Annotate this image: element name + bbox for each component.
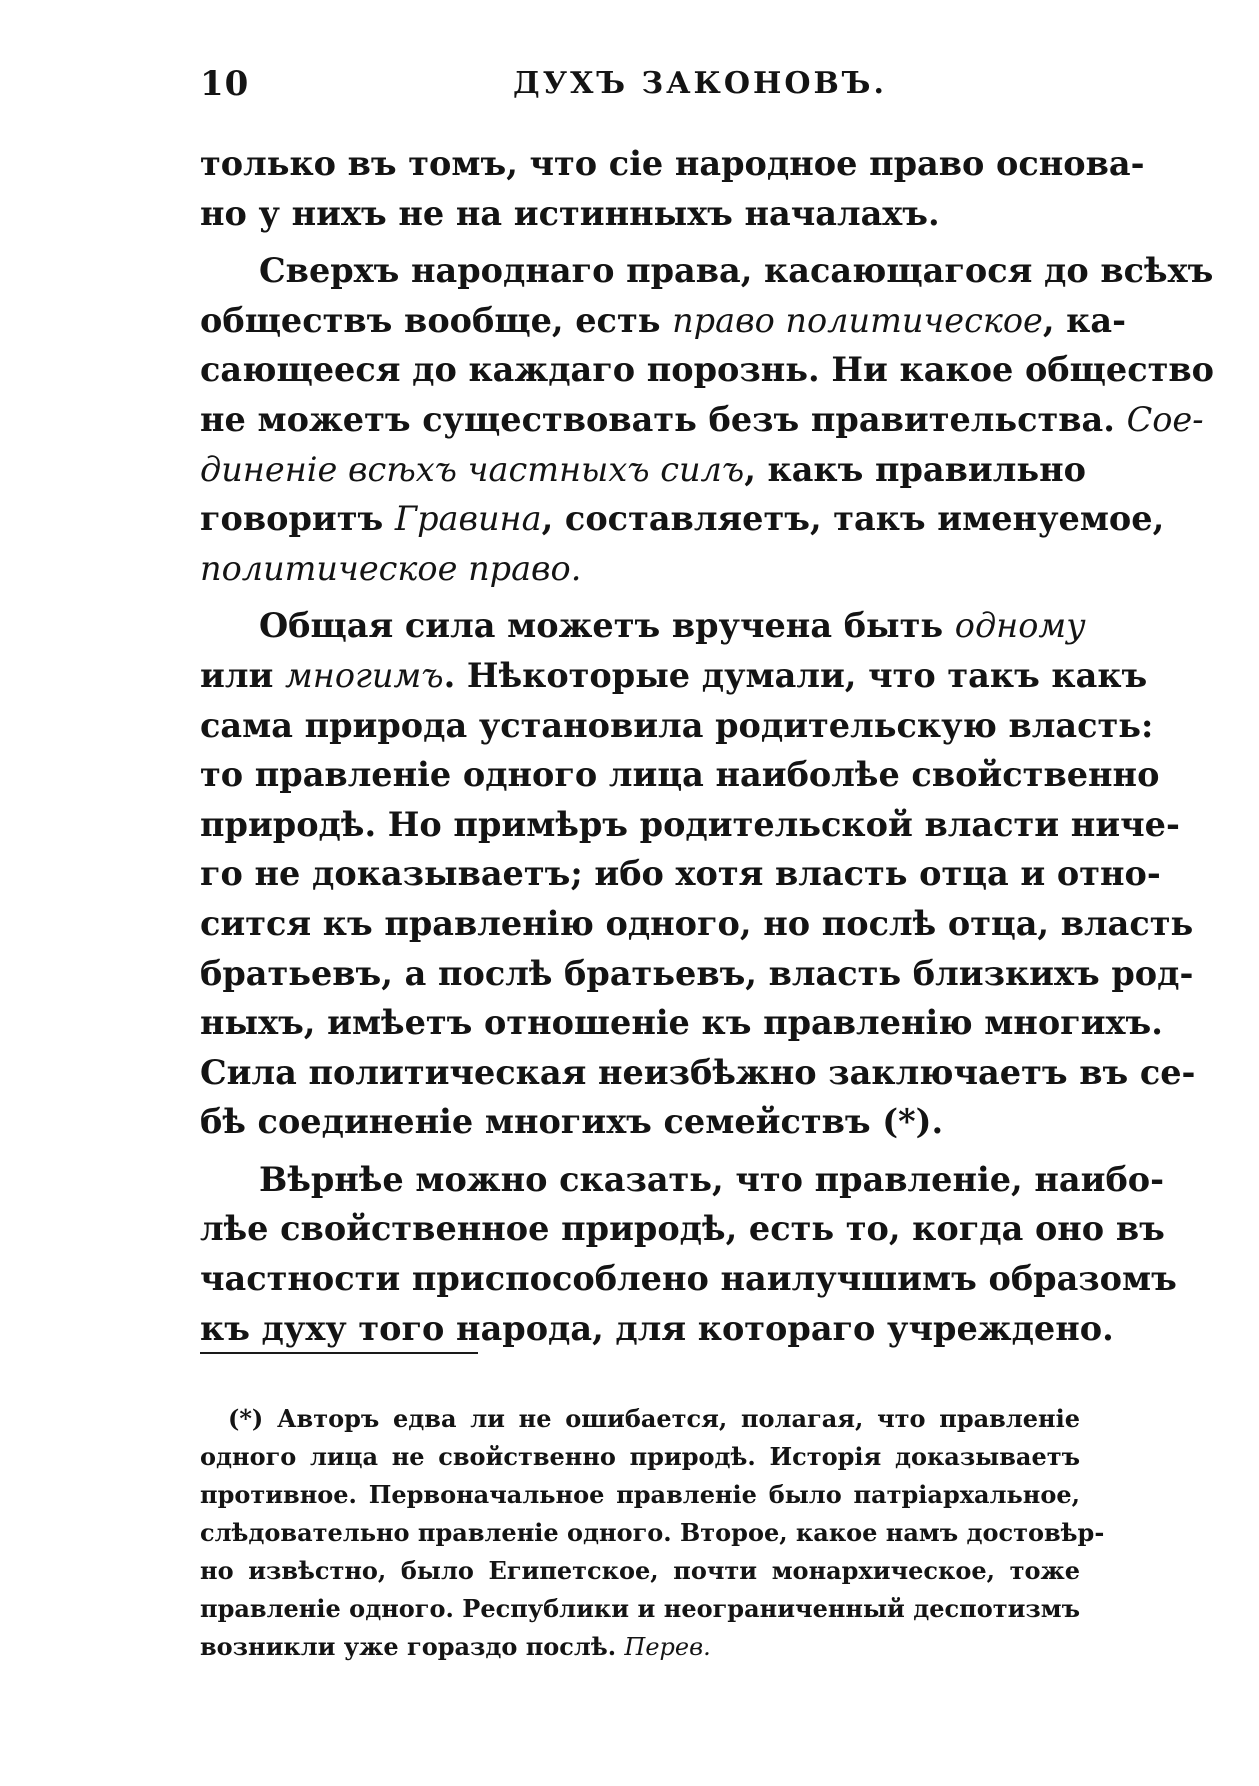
text-line (200, 544, 1080, 594)
text-run: не можетъ существовать безъ правительства. (200, 399, 1127, 439)
text-line (200, 651, 1148, 701)
text-line: братьевъ, а послѣ братьевъ, власть близкихъ род- (200, 953, 1194, 993)
paragraph-1 (200, 139, 1145, 238)
text-run: Общая сила можетъ вручена быть (259, 606, 955, 646)
text-line: Сверхъ народнаго права, касающагося до всѣхъ (259, 251, 1214, 291)
footnote (200, 1400, 1105, 1666)
text-line: лѣе свойственное природѣ, есть то, когда оно въ (200, 1209, 1165, 1249)
text-run: , ка- (1042, 300, 1126, 340)
page-header (200, 64, 1080, 104)
text-line: го не доказываетъ; ибо хотя власть отца и отно- (200, 854, 1161, 894)
italic-term: многимъ (284, 655, 444, 695)
text-line: бѣ соединенiе многихъ семействъ (*). (200, 1102, 944, 1142)
italic-term: право политическое (672, 300, 1043, 340)
text-line (200, 445, 1086, 495)
text-line: Вѣрнѣе можно сказать, что правленiе, наибо- (259, 1159, 1165, 1199)
text-line: Сила политическая неизбѣжно заключаетъ въ се- (200, 1052, 1196, 1092)
text-line (200, 494, 1165, 544)
text-line: природѣ. Но примѣръ родительской власти ниче- (200, 804, 1180, 844)
paragraph-3 (200, 601, 1196, 1147)
text-line: но у нихъ не на истинныхъ началахъ. (200, 193, 940, 233)
italic-term: диненiе всѣхъ частныхъ силъ (200, 449, 745, 489)
italic-term: одному (954, 606, 1086, 646)
paragraph-2 (200, 246, 1214, 593)
footnote-line: противное. Первоначальное правленiе было патрiархальное, (200, 1480, 1080, 1509)
text-run: , какъ правильно (744, 449, 1086, 489)
footnote-line (200, 1628, 1080, 1666)
text-line: сится къ правленiю одного, но послѣ отца, власть (200, 903, 1194, 943)
text-run: , составляетъ, такъ именуемое, (541, 499, 1165, 539)
italic-term: политическое право. (200, 548, 582, 588)
footnote-line: правленiе одного. Республики и неограниченный деспотизмъ (200, 1594, 1080, 1623)
page-number: 10 (200, 64, 250, 104)
text-line (200, 395, 1204, 445)
text-run: говоритъ (200, 499, 395, 539)
italic-name: Гравина (394, 499, 542, 539)
text-run: обществъ вообще, есть (200, 300, 673, 340)
main-text (200, 139, 1214, 1361)
text-line: сающееся до каждаго порознь. Ни какое общество (200, 350, 1214, 390)
text-line: частности приспособлено наилучшимъ образомъ (200, 1259, 1177, 1299)
footnote-separator (200, 1352, 478, 1354)
italic-term: Сое- (1126, 399, 1204, 439)
footnote-line: (*) Авторъ едва ли не ошибается, полагая, что правленiе (228, 1404, 1080, 1433)
text-run: или (200, 655, 285, 695)
text-line: ныхъ, имѣетъ отношенiе къ правленiю многихъ. (200, 1003, 1163, 1043)
text-line: только въ томъ, что сiе народное право основа- (200, 144, 1145, 183)
text-line: то правленiе одного лица наиболѣе свойственно (200, 755, 1160, 795)
footnote-line: слѣдовательно правленiе одного. Второе, какое намъ достовѣр- (200, 1518, 1105, 1547)
text-run: возникли уже гораздо послѣ. (200, 1632, 625, 1661)
running-title: ДУХЪ ЗАКОНОВЪ. (513, 66, 887, 101)
translator-note: Перев. (624, 1633, 711, 1661)
text-line: сама природа установила родительскую власть: (200, 705, 1154, 745)
text-line: къ духу того народа, для котораго учреждено. (200, 1308, 1114, 1348)
footnote-line: одного лица не свойственно природѣ. Исторiя доказываетъ (200, 1442, 1080, 1471)
text-line (200, 296, 1126, 346)
text-line (200, 601, 1086, 651)
text-run: . Нѣкоторые думали, что такъ какъ (443, 655, 1148, 695)
footnote-line: но извѣстно, было Египетское, почти монархическое, тоже (200, 1556, 1080, 1585)
paragraph-4 (200, 1155, 1177, 1353)
